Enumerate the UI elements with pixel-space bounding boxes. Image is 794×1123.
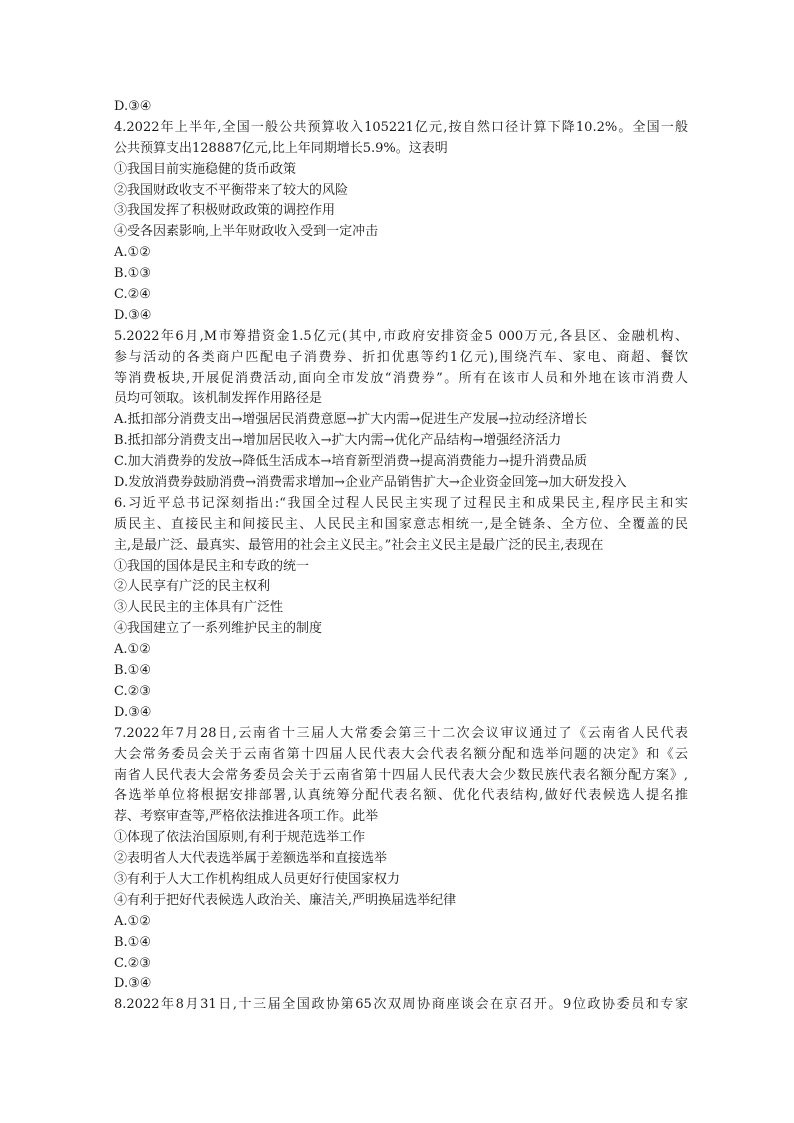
option-line: A.抵扣部分消费支出→增强居民消费意愿→扩大内需→促进生产发展→拉动经济增长: [114, 412, 588, 428]
question-7-stem-line-5: 荐、考察审查等,严格依法推进各项工作。此举: [114, 809, 379, 825]
statement-line: ①我国目前实施稳健的货币政策: [114, 161, 297, 177]
question-5-stem-line-1: 5.2022年6月,M市筹措资金1.5亿元(其中,市政府安排资金5 000万元,各县区、金融机构、: [114, 328, 688, 344]
statement-line: ④有利于把好代表候选人政治关、廉洁关,严明换届选举纪律: [114, 892, 457, 908]
question-6-stem-line-1: 6.习近平总书记深刻指出:“我国全过程人民民主实现了过程民主和成果民主,程序民主和实: [114, 495, 688, 511]
option-line: C.②③: [114, 955, 151, 971]
statement-line: ③我国发挥了积极财政政策的调控作用: [114, 203, 336, 219]
option-line: B.①④: [114, 663, 151, 679]
question-6-stem-line-3: 主,是最广泛、最真实、最管用的社会主义民主。”社会主义民主是最广泛的民主,表现在: [114, 537, 604, 553]
exam-text-body: [114, 97, 688, 1016]
option-line: D.③④: [114, 976, 152, 992]
option-line: A.①②: [114, 913, 151, 929]
option-line: D.③④: [114, 99, 152, 114]
statement-line: ②我国财政收支不平衡带来了较大的风险: [114, 182, 349, 198]
option-line: D.③④: [114, 307, 152, 323]
question-6-stem-line-2: 质民主、直接民主和间接民主、人民民主和国家意志相统一,是全链条、全方位、全覆盖的民: [114, 516, 688, 532]
question-5-stem-line-4: 员均可领取。该机制发挥作用路径是: [114, 391, 323, 407]
option-line: B.抵扣部分消费支出→增加居民收入→扩大内需→优化产品结构→增强经济活力: [114, 433, 562, 449]
question-4-stem-line-1: 4.2022年上半年,全国一般公共预算收入105221亿元,按自然口径计算下降10.2%。全国一般: [114, 119, 688, 135]
option-line: D.③④: [114, 704, 152, 720]
question-8-stem-line-1: 8.2022年8月31日,十三届全国政协第65次双周协商座谈会在京召开。9位政协委员和专家: [114, 997, 688, 1013]
statement-line: ③有利于人大工作机构组成人员更好行使国家权力: [114, 871, 401, 887]
statement-line: ①体现了依法治国原则,有利于规范选举工作: [114, 830, 366, 846]
option-line: A.①②: [114, 245, 151, 261]
option-line: C.加大消费券的发放→降低生活成本→培育新型消费→提高消费能力→提升消费品质: [114, 454, 588, 470]
option-line: D.发放消费券鼓励消费→消费需求增加→企业产品销售扩大→企业资金回笼→加大研发投入: [114, 475, 627, 491]
statement-line: ④受各因素影响,上半年财政收入受到一定冲击: [114, 224, 379, 240]
question-5-stem-line-2: 参与活动的各类商户匹配电子消费券、折扣优惠等约1亿元),围绕汽车、家电、商超、餐饮: [114, 349, 688, 365]
option-line: C.②④: [114, 287, 151, 303]
statement-line: ②表明省人大代表选举属于差额选举和直接选举: [114, 851, 388, 867]
option-line: B.①③: [114, 266, 151, 282]
option-line: C.②③: [114, 683, 151, 699]
option-line: A.①②: [114, 642, 151, 658]
statement-line: ②人民享有广泛的民主权利: [114, 579, 271, 595]
statement-line: ④我国建立了一系列维护民主的制度: [114, 621, 323, 637]
question-7-stem-line-3: 南省人民代表大会常务委员会关于云南省第十四届人民代表大会少数民族代表名额分配方案》,: [114, 767, 688, 783]
question-4-stem-line-2: 公共预算支出128887亿元,比上年同期增长5.9%。这表明: [114, 140, 448, 156]
statement-line: ①我国的国体是民主和专政的统一: [114, 558, 310, 574]
option-line: B.①④: [114, 934, 151, 950]
question-7-stem-line-4: 各选举单位将根据安排部署,认真统筹分配代表名额、优化代表结构,做好代表候选人提名推: [114, 788, 688, 804]
question-7-stem-line-2: 大会常务委员会关于云南省第十四届人民代表大会代表名额分配和选举问题的决定》和《云: [114, 746, 688, 762]
question-7-stem-line-1: 7.2022年7月28日,云南省十三届人大常委会第三十二次会议审议通过了《云南省人民代表: [114, 725, 688, 741]
statement-line: ③人民民主的主体具有广泛性: [114, 600, 284, 616]
question-5-stem-line-3: 等消费板块,开展促消费活动,面向全市发放“消费券”。所有在该市人员和外地在该市消费人: [114, 370, 688, 386]
